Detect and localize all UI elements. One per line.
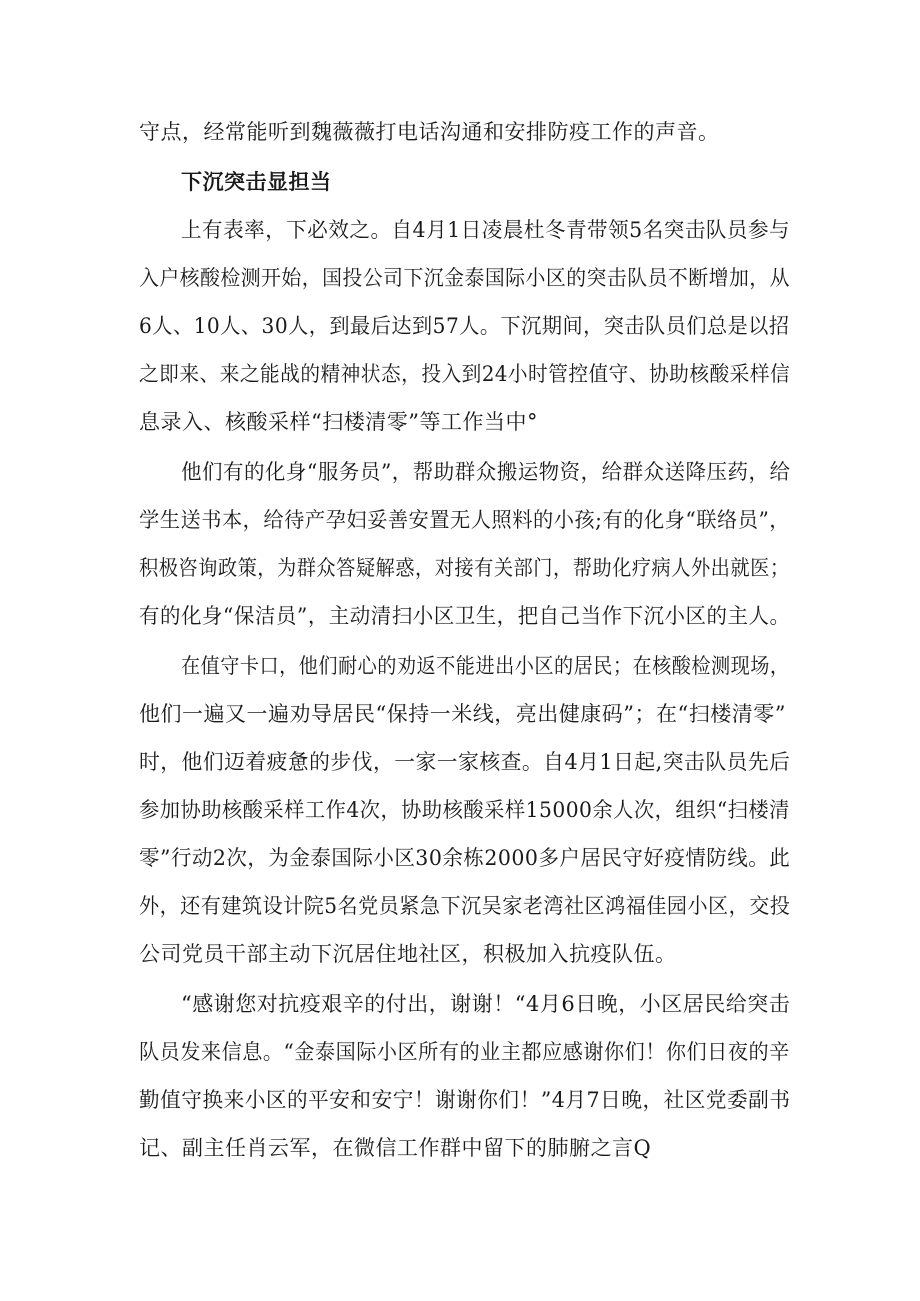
text-line: 外，还有建筑设计院5名党员紧急下沉吴家老湾社区鸿福佳园小区，交投 [139, 894, 791, 918]
text-line: 公司党员干部主动下沉居住地社区，积极加入抗疫队伍。 [139, 942, 677, 966]
text-line: “感谢您对抗疫艰辛的付出，谢谢！“4月6日晚，小区居民给突击 [181, 992, 791, 1016]
text-line: 息录入、核酸采样“扫楼清零”等工作当中° [139, 410, 538, 434]
text-line: 勤值守换来小区的平安和安宁！谢谢你们！”4月7日晚，社区党委副书 [139, 1088, 791, 1112]
text-line: 他们一遍又一遍劝导居民“保持一米线，亮出健康码”；在“扫楼清零” [139, 702, 786, 726]
text-line: 入户核酸检测开始，国投公司下沉金泰国际小区的突击队员不断增加，从 [139, 266, 790, 290]
text-line: 在值守卡口，他们耐心的劝返不能进出小区的居民；在核酸检测现场， [181, 654, 790, 678]
text-line: 参加协助核酸采样工作4次，协助核酸采样15000余人次，组织“扫楼清 [139, 798, 790, 822]
text-line: 之即来、来之能战的精神状态，投入到24小时管控值守、协助核酸采样信 [139, 362, 791, 386]
text-line: 队员发来信息。“金泰国际小区所有的业主都应感谢你们！你们日夜的辛 [139, 1040, 790, 1064]
text-line: 学生送书本，给待产孕妇妥善安置无人照料的小孩;有的化身“联络员”， [139, 508, 791, 532]
text-line: 上有表率，下必效之。自4月1日凌晨杜冬青带领5名突击队员参与 [181, 218, 791, 242]
text-line: 他们有的化身“服务员”，帮助群众搬运物资，给群众送降压药，给 [181, 460, 791, 484]
text-line: 时，他们迈着疲惫的步伐，一家一家核查。自4月1日起,突击队员先后 [139, 750, 791, 774]
text-line: 守点，经常能听到魏薇薇打电话沟通和安排防疫工作的声音。 [139, 120, 720, 144]
text-line: 有的化身“保洁员”，主动清扫小区卫生，把自己当作下沉小区的主人。 [139, 604, 791, 628]
section-heading: 下沉突击显担当 [181, 169, 332, 194]
text-line: 记、副主任肖云军，在微信工作群中留下的肺腑之言Q [139, 1136, 652, 1160]
text-line: 积极咨询政策，为群众答疑解惑，对接有关部门，帮助化疗病人外出就医； [139, 556, 790, 580]
text-line: 6人、10人、30人，到最后达到57人。下沉期间，突击队员们总是以招 [139, 314, 790, 338]
text-line: 零”行动2次，为金泰国际小区30余栋2000多户居民守好疫情防线。此 [139, 846, 791, 870]
